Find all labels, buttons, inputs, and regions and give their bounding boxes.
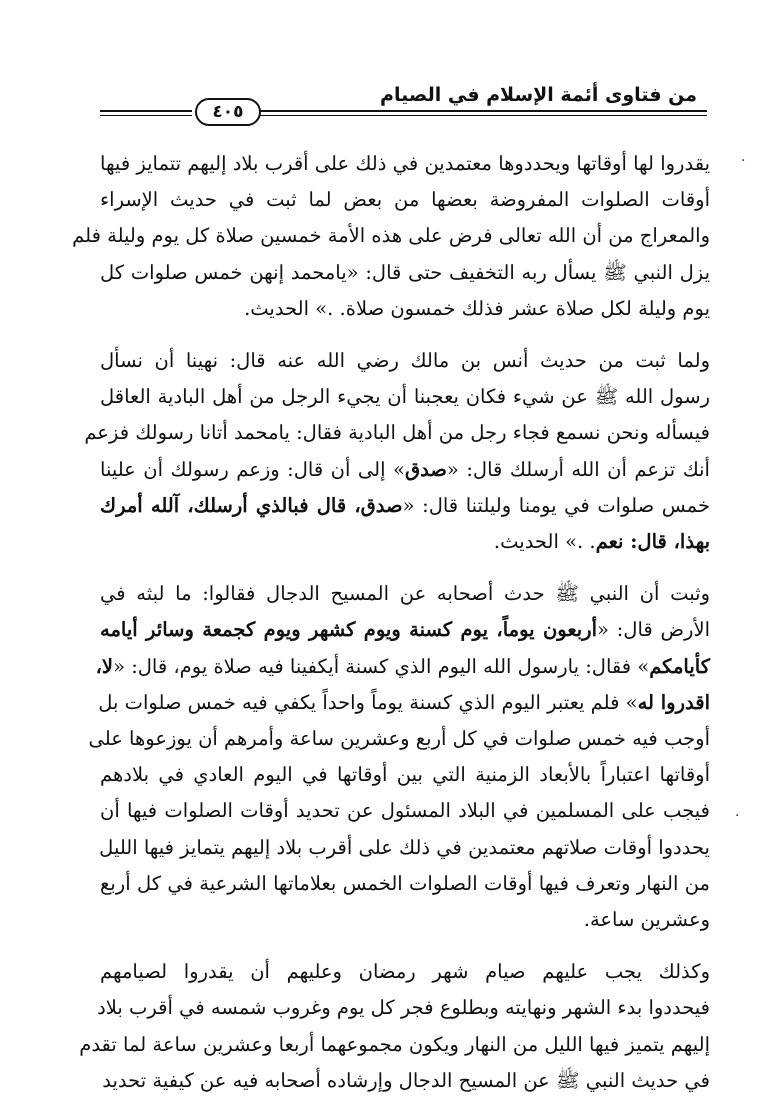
text-line — [97, 990, 710, 1026]
header-rule-right — [255, 110, 707, 116]
text-line — [100, 488, 710, 524]
bold-text: كأيامكم — [649, 654, 710, 678]
text-run: » فلم يعتبر اليوم الذي كسنة يوماً واحداً يكفي فيه خمس صلوات بل — [98, 690, 638, 714]
text-line — [100, 902, 710, 938]
text-run: . .» الحديث. — [493, 530, 596, 554]
text-run: والمعراج من أن الله تعالى فرض على هذه الأمة خمسين صلاة كل يوم وليلة فلم — [72, 224, 710, 248]
page-header — [100, 84, 707, 124]
text-line — [100, 255, 710, 291]
text-line — [100, 685, 710, 721]
page-number: ٤٠٥ — [195, 98, 261, 126]
text-run: فيسأله ونحن نسمع فجاء رجل من أهل البادية فقال: يامحمد أتانا رسولك فزعم — [84, 421, 710, 445]
text-run: وثبت أن النبي ﷺ حدث أصحابه عن المسيح الدجال فقالوا: ما لبثه في — [100, 582, 710, 606]
text-run: يوم وليلة لكل صلاة عشر فذلك خمسون صلاة. .» الحديث. — [244, 296, 710, 320]
text-run: وعشرين ساعة. — [583, 908, 710, 932]
bold-text: بهذا، قال: نعم — [595, 530, 710, 554]
text-line — [100, 576, 710, 612]
text-run: وكذلك يجب عليهم صيام شهر رمضان وعليهم أن يقدروا لصيامهم — [100, 960, 710, 984]
text-line — [100, 452, 710, 488]
text-line — [100, 1063, 710, 1099]
text-run: يزل النبي ﷺ يسأل ربه التخفيف حتى قال: «يامحمد إنهن خمس صلوات كل — [100, 260, 710, 284]
text-line — [100, 343, 710, 379]
text-run: إليهم يتميز فيها الليل من النهار ويكون مجموعهما أربعا وعشرين ساعة لما تقدم — [79, 1032, 710, 1056]
text-run: يحددوا أوقات صلاتهم معتمدين في ذلك على أقرب بلاد إليهم يتمايز فيها الليل — [99, 835, 710, 859]
text-run: يقدروا لها أوقاتها ويحددوها معتمدين في ذلك على أقرب بلاد إليهم تتمايز فيها — [100, 152, 710, 175]
bold-text: اقدروا له — [637, 690, 710, 714]
text-run: أوجب فيه خمس صلوات في كل أربع وعشرين ساعة وأمرهم أن يوزعوها على — [88, 727, 710, 751]
bold-text: صدق — [404, 457, 447, 481]
text-line — [79, 1027, 710, 1063]
text-line — [95, 649, 710, 685]
body-text — [72, 146, 711, 1115]
text-line — [100, 146, 710, 182]
text-line — [100, 866, 710, 902]
margin-mark: · — [735, 808, 740, 824]
text-run: من النهار وتعرف فيها أوقات الصلوات الخمس بعلاماتها الشرعية في كل أربع — [100, 871, 710, 895]
bold-text: أربعون يوماً، يوم كسنة ويوم كشهر ويوم كجمعة وسائر أيامه — [100, 618, 598, 642]
text-line — [88, 721, 710, 757]
text-line — [100, 291, 710, 327]
text-run: أنك تزعم أن الله أرسلك قال: « — [446, 457, 710, 481]
text-line — [100, 182, 710, 218]
running-title: من فتاوى أئمة الإسلام في الصيام — [380, 84, 697, 106]
text-run: » إلى أن قال: وزعم رسولك أن علينا — [100, 457, 405, 481]
text-line — [100, 612, 710, 648]
text-run: رسول الله ﷺ عن شيء فكان يعجبنا أن يجيء الرجل من أهل البادية العاقل — [100, 385, 710, 409]
text-line — [100, 757, 710, 793]
paragraph — [88, 576, 711, 938]
text-run: أوقات الصلوات المفروضة بعضها من بعض لما ثبت في حديث الإسراء — [100, 188, 710, 212]
text-line — [100, 954, 710, 990]
paragraph — [84, 343, 710, 560]
paragraph — [72, 146, 710, 327]
paragraph — [79, 954, 710, 1099]
text-line — [100, 379, 710, 415]
text-run: في حديث النبي ﷺ عن المسيح الدجال وإرشاده أصحابه فيه عن كيفية تحديد — [102, 1068, 710, 1092]
text-run: فيجب على المسلمين في البلاد المسئول عن تحديد أوقات الصلوات فيها أن — [100, 799, 710, 823]
text-line — [72, 218, 710, 254]
bold-text: لا، — [95, 654, 114, 678]
text-run: فيحددوا بدء الشهر ونهايته وبطلوع فجر كل يوم وغروب شمسه في أقرب بلاد — [97, 996, 710, 1020]
margin-mark: · — [741, 153, 746, 169]
header-rule-left — [100, 110, 192, 116]
text-run: الأرض قال: « — [597, 618, 711, 642]
bold-text: صدق، قال فبالذي أرسلك، آلله أمرك — [100, 493, 403, 517]
text-line — [100, 524, 710, 560]
text-run: » فقال: يارسول الله اليوم الذي كسنة أيكفينا فيه صلاة يوم، قال: « — [113, 654, 650, 678]
text-line — [100, 793, 710, 829]
text-run: ولما ثبت من حديث أنس بن مالك رضي الله عنه قال: نهينا أن نسأل — [100, 349, 710, 373]
text-run: خمس صلوات في يومنا وليلتنا قال: « — [402, 493, 710, 517]
text-line — [100, 830, 710, 866]
text-line — [84, 415, 710, 451]
text-run: أوقاتها اعتباراً بالأبعاد الزمنية التي بين أوقاتها في اليوم العادي في بلادهم — [100, 763, 710, 787]
